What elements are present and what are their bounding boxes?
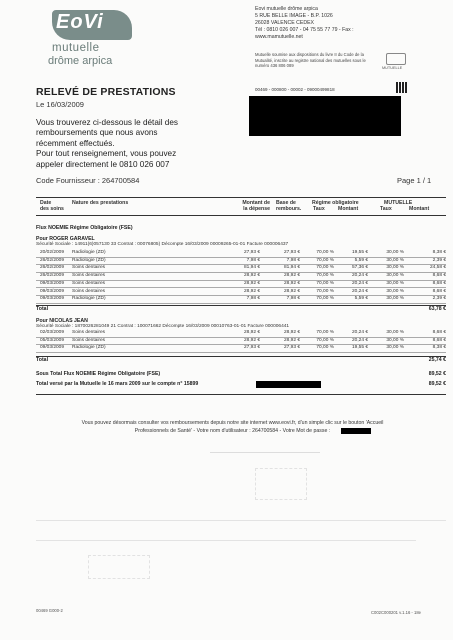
logo-mutuelle: mutuelle bbox=[52, 42, 100, 54]
table-cell: 70,00 % bbox=[316, 337, 334, 343]
group-total-value: 63,78 € bbox=[428, 306, 446, 312]
table-row bbox=[36, 250, 446, 258]
table-cell: 70,00 % bbox=[316, 273, 334, 279]
intro-line: appeler directement le 0810 026 007 bbox=[36, 159, 170, 169]
table-cell: 20,24 € bbox=[351, 330, 368, 335]
bleed-through-box bbox=[88, 555, 150, 579]
group-total-label: Total bbox=[36, 357, 49, 363]
intro-line: Vous trouverez ci-dessous le détail des bbox=[36, 118, 178, 127]
table-cell: 27,93 € bbox=[283, 250, 300, 255]
address-line: Eovi mutuelle drôme arpica bbox=[255, 6, 318, 12]
sous-total-label: Sous Total Flux NOEMIE Régime Obligatoire (FSE) bbox=[36, 371, 161, 377]
table-cell: 28,92 € bbox=[283, 288, 300, 294]
table-cell: 09/03/2009 bbox=[40, 345, 65, 351]
footer-code-right: C002C000201 v.1.16 - 18e bbox=[371, 610, 421, 615]
intro-text bbox=[36, 118, 211, 170]
table-cell: 5,59 € bbox=[354, 257, 368, 263]
table-cell: 28,92 € bbox=[243, 280, 260, 286]
table-cell: 05/03/2009 bbox=[40, 337, 65, 343]
table-cell: 09/03/2009 bbox=[40, 296, 65, 302]
table-cell: 30,00 % bbox=[386, 330, 404, 335]
address-line: 26028 VALENCE CEDEX bbox=[255, 20, 315, 26]
sous-total-row bbox=[36, 371, 446, 379]
table-bottom-rule bbox=[36, 394, 446, 395]
table-cell: 70,00 % bbox=[316, 345, 334, 351]
table-cell: 81,94 € bbox=[243, 265, 260, 271]
table-cell: 7,98 € bbox=[246, 296, 260, 302]
logo-drome-arpica: drôme arpica bbox=[48, 55, 113, 67]
table-cell: 5,59 € bbox=[354, 296, 368, 302]
header-date: Date des soins bbox=[40, 200, 64, 212]
intro-line: Pour tout renseignement, vous pouvez bbox=[36, 149, 177, 159]
table-cell: 28,92 € bbox=[243, 337, 260, 343]
group-total-value: 25,74 € bbox=[428, 357, 446, 363]
table-cell: Radiologie (ZD) bbox=[72, 250, 106, 255]
intro-line: remboursements que nous avons bbox=[36, 128, 158, 138]
table-cell: 70,00 % bbox=[316, 330, 334, 335]
redacted-recipient bbox=[249, 96, 401, 136]
barcode-icon bbox=[396, 82, 407, 93]
mutuelle-badge-label: MUTUELLE bbox=[382, 66, 403, 70]
total-verse-row bbox=[36, 381, 446, 389]
page-number: Page 1 / 1 bbox=[397, 176, 432, 185]
footer-code-left: 00469 G000-2 bbox=[36, 608, 63, 613]
table-cell: Soins dentaires bbox=[72, 280, 106, 286]
table-cell: 26/02/2009 bbox=[40, 273, 65, 279]
table-row bbox=[36, 281, 446, 289]
group-total-row bbox=[36, 305, 446, 314]
table-cell: Soins dentaires bbox=[72, 330, 106, 335]
header-mutuelle: MUTUELLE bbox=[384, 200, 413, 206]
table-cell: 30,00 % bbox=[386, 280, 404, 286]
header-regime: Régime obligatoire bbox=[312, 200, 359, 206]
table-cell: 26/02/2009 bbox=[40, 257, 65, 263]
table-cell: 70,00 % bbox=[316, 265, 334, 271]
table-cell: 09/03/2009 bbox=[40, 280, 65, 286]
logo-brand: EoVi bbox=[56, 11, 104, 33]
code-fournisseur: Code Fournisseur : 264700584 bbox=[36, 176, 140, 185]
table-cell: 27,93 € bbox=[243, 250, 260, 255]
table-cell: 8,68 € bbox=[432, 330, 446, 335]
table-row bbox=[36, 330, 446, 338]
table-row bbox=[36, 296, 446, 304]
sous-total-value: 89,52 € bbox=[428, 371, 446, 377]
legal-notice: Mutuelle soumise aux dispositions du livre II du Code de la Mutualité, inscrite au registre national des mutuelles sous le numéro 436 806 089 bbox=[255, 52, 366, 69]
secu-line: Sécurité Sociale : 14911(6)057130 33 Contrat : 00076805) Décompte 16/03/2009 00009265-01-01 Facture 000006437 bbox=[36, 242, 289, 247]
table-cell: Radiologie (ZD) bbox=[72, 257, 106, 263]
table-cell: 30,00 % bbox=[386, 273, 404, 279]
table-cell: 70,00 % bbox=[316, 296, 334, 302]
redacted-account bbox=[256, 381, 321, 388]
eovi-logo bbox=[46, 6, 138, 68]
table-cell: 8,38 € bbox=[432, 250, 446, 255]
table-cell: 70,00 % bbox=[316, 288, 334, 294]
table-cell: 70,00 % bbox=[316, 250, 334, 255]
table-cell: 02/03/2009 bbox=[40, 330, 65, 335]
table-cell: Soins dentaires bbox=[72, 273, 106, 279]
table-cell: 7,98 € bbox=[286, 257, 300, 263]
table-cell: 20,24 € bbox=[351, 288, 368, 294]
table-cell: 27,93 € bbox=[283, 345, 300, 351]
table-cell: 20,24 € bbox=[351, 280, 368, 286]
redacted-password bbox=[341, 428, 371, 434]
table-cell: 70,00 % bbox=[316, 280, 334, 286]
table-cell: 27,93 € bbox=[243, 345, 260, 351]
address-line: 5 RUE BELLE IMAGE - B.P. 1026 bbox=[255, 13, 333, 19]
table-cell: 20,24 € bbox=[351, 273, 368, 279]
total-verse-label: Total versé par la Mutuelle le 16 mars 2009 sur le compte n° 15899 bbox=[36, 381, 199, 387]
group-total-label: Total bbox=[36, 306, 49, 312]
table-cell: 28,92 € bbox=[283, 273, 300, 279]
table-cell: 8,68 € bbox=[432, 273, 446, 279]
patient-name: Pour ROGER GARAVEL bbox=[36, 236, 95, 242]
table-cell: 20,24 € bbox=[351, 337, 368, 343]
intro-line: récemment effectués. bbox=[36, 138, 115, 148]
table-cell: Soins dentaires bbox=[72, 265, 106, 271]
table-cell: 28,92 € bbox=[243, 273, 260, 279]
patient-name: Pour NICOLAS JEAN bbox=[36, 318, 88, 324]
secu-line: Sécurité Sociale : 1870026281049 21 Contrat : 100071662 Décompte 16/03/2009 00010763-01-01 Facture 000006441 bbox=[36, 324, 290, 329]
flux-label: Flux NOEMIE Régime Obligatoire (FSE) bbox=[36, 225, 133, 231]
header-base: Base de rembours. bbox=[276, 200, 302, 212]
document-date: Le 16/03/2009 bbox=[36, 100, 84, 109]
table-cell: 26/02/2009 bbox=[40, 265, 65, 271]
table-cell: 20/02/2009 bbox=[40, 250, 65, 255]
table-row bbox=[36, 345, 446, 353]
sender-address bbox=[255, 6, 354, 41]
table-cell: Radiologie (ZD) bbox=[72, 345, 106, 351]
header-regime-montant: Montant bbox=[338, 206, 359, 212]
footer-line: Professionnels de Santé' - Votre nom d'utilisateur : 264700584 - Votre Mot de passe : bbox=[134, 428, 331, 434]
table-cell: 19,55 € bbox=[351, 345, 368, 351]
table-cell: Radiologie (ZD) bbox=[72, 296, 106, 302]
table-cell: 81,94 € bbox=[283, 265, 300, 271]
table-cell: 8,68 € bbox=[432, 288, 446, 294]
header-regime-taux: Taux bbox=[313, 206, 325, 212]
table-cell: 8,38 € bbox=[432, 345, 446, 351]
table-top-rule bbox=[36, 197, 446, 198]
bleed-through-line bbox=[210, 452, 320, 453]
mutuelle-badge-icon bbox=[386, 53, 406, 65]
document-reference: 00469 - 000800 - 00002 - 09000499818 bbox=[255, 87, 335, 92]
address-line: Tél : 0810 026 007 - 04 75 55 77 79 - Fax : bbox=[255, 27, 354, 33]
table-cell: 28,92 € bbox=[283, 330, 300, 335]
table-cell: 7,98 € bbox=[246, 257, 260, 263]
header-nature: Nature des prestations bbox=[72, 200, 129, 206]
table-cell: Soins dentaires bbox=[72, 288, 106, 294]
group-total-row bbox=[36, 356, 446, 365]
header-mutuelle-taux: Taux bbox=[380, 206, 392, 212]
table-cell: 30,00 % bbox=[386, 296, 404, 302]
table-cell: 28,92 € bbox=[283, 280, 300, 286]
table-cell: 57,36 € bbox=[351, 265, 368, 271]
table-cell: 30,00 % bbox=[386, 288, 404, 294]
table-cell: 30,00 % bbox=[386, 337, 404, 343]
bleed-through-line bbox=[36, 540, 416, 541]
table-cell: 2,39 € bbox=[432, 257, 446, 263]
table-cell: 28,92 € bbox=[283, 337, 300, 343]
table-cell: 28,92 € bbox=[243, 288, 260, 294]
table-cell: 30,00 % bbox=[386, 257, 404, 263]
table-cell: 8,68 € bbox=[432, 280, 446, 286]
header-mutuelle-montant: Montant bbox=[409, 206, 430, 212]
bleed-through-line bbox=[36, 520, 446, 521]
bleed-through-box bbox=[255, 468, 307, 500]
footer-line: Vous pouvez désormais consulter vos remboursements depuis notre site internet www.eovi.fr, d'un simple clic sur le bouton 'Accueil bbox=[81, 420, 384, 426]
table-cell: 30,00 % bbox=[386, 250, 404, 255]
table-header-rule bbox=[36, 215, 446, 216]
page-title: RELEVÉ DE PRESTATIONS bbox=[36, 86, 176, 98]
table-cell: 70,00 % bbox=[316, 257, 334, 263]
table-cell: 19,55 € bbox=[351, 250, 368, 255]
total-verse-value: 89,52 € bbox=[428, 381, 446, 387]
table-cell: Soins dentaires bbox=[72, 337, 106, 343]
table-row bbox=[36, 265, 446, 273]
table-row bbox=[36, 289, 446, 297]
table-cell: 30,00 % bbox=[386, 345, 404, 351]
table-cell: 2,39 € bbox=[432, 296, 446, 302]
table-cell: 8,68 € bbox=[432, 337, 446, 343]
table-cell: 09/03/2009 bbox=[40, 288, 65, 294]
table-cell: 28,92 € bbox=[243, 330, 260, 335]
header-montant: Montant de la dépense bbox=[242, 200, 270, 212]
table-cell: 30,00 % bbox=[386, 265, 404, 271]
table-cell: 7,98 € bbox=[286, 296, 300, 302]
website-link[interactable]: www.mamutuelle.net bbox=[255, 34, 303, 40]
table-cell: 24,58 € bbox=[429, 265, 446, 271]
table-row bbox=[36, 273, 446, 281]
